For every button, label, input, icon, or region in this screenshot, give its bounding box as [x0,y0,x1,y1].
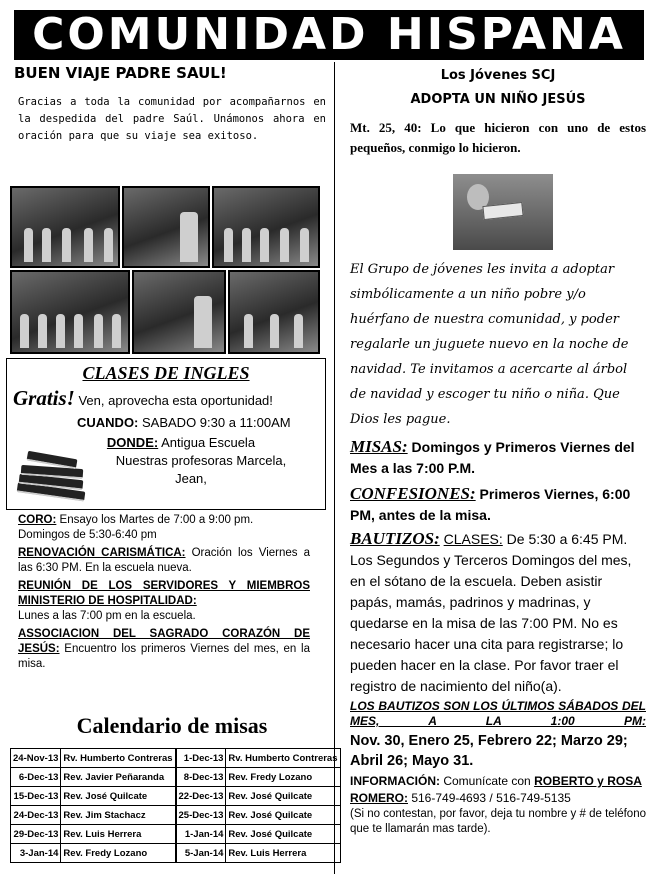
youth-heading [350,64,646,112]
calendar-priest: Rev. José Quilcate [226,825,340,844]
calendar-date: 6-Dec-13 [11,768,61,787]
calendar-priest: Rev. Fredy Lozano [61,844,175,863]
english-classes-box [6,358,326,510]
coro-text-2: Domingos de 5:30-6:40 pm [18,529,157,541]
contact-phones: 516-749-4693 / 516-749-5135 [408,791,571,805]
misas-label: MISAS: [350,437,408,456]
jovenes-title: Los Jóvenes SCJ [440,68,556,83]
farewell-photo-collage [10,186,320,356]
clases-label: CLASES: [443,531,503,547]
calendar-date: 1-Jan-14 [176,825,226,844]
renovacion-text: Oración los Viernes a las 6:30 PM. En la escuela nueva. [18,547,310,574]
coro-text: Ensayo los Martes de 7:00 a 9:00 pm. [56,514,254,526]
child-photo [453,174,553,250]
jean-text: Jean, [175,471,207,486]
calendar-row [11,768,341,787]
calendar-priest: Rev. Javier Peñaranda [61,768,175,787]
ministries-info [18,513,310,675]
calendar-row [11,806,341,825]
calendar-date: 25-Dec-13 [176,806,226,825]
cuando-value: SABADO 9:30 a 11:00AM [138,415,291,430]
left-column [14,62,330,145]
calendar-date: 8-Dec-13 [176,768,226,787]
photo-group-standing [212,186,320,268]
calendar-priest: Rev. Fredy Lozano [226,768,340,787]
parish-schedule [350,436,646,837]
photo-musicians [228,270,320,354]
calendar-priest: Rev. Luis Herrera [226,844,340,863]
english-classes-title: CLASES DE INGLES [82,363,250,383]
photo-group-hall [10,270,130,354]
gratis-line [13,386,325,411]
contact-names: ROBERTO y ROSA ROMERO: [350,774,642,805]
calendar-date: 22-Dec-13 [176,787,226,806]
calendar-priest: Rv. Humberto Contreras [61,749,175,768]
bautizos-ultimos: LOS BAUTIZOS SON LOS ÚLTIMOS SÁBADOS DEL MES, A LA 1:00 PM: [350,699,646,728]
confesiones-text: Primeros Viernes, 6:00 PM, antes de la misa. [350,486,631,523]
cuando-label: CUANDO: [77,415,139,430]
calendar-priest: Rv. Humberto Contreras [226,749,340,768]
calendar-row [11,844,341,863]
photo-cake-cutting [122,186,210,268]
gratis-text: Ven, aprovecha esta oportunidad! [74,393,273,408]
misas-text: Domingos y Primeros Viernes del Mes a las 7:00 P.M. [350,439,635,476]
calendar-priest: Rev. José Quilcate [226,806,340,825]
calendar-date: 1-Dec-13 [176,749,226,768]
mass-calendar-table [10,748,341,863]
photo-group-guitar [10,186,120,268]
calendar-priest: Rev. José Quilcate [61,787,175,806]
calendar-date: 29-Dec-13 [11,825,61,844]
calendar-date: 15-Dec-13 [11,787,61,806]
banner-title: COMUNIDAD HISPANA [14,10,644,60]
coro-label: CORO: [18,514,57,526]
calendar-priest: Rev. Jim Stachacz [61,806,175,825]
calendar-row [11,749,341,768]
gratis-label: Gratis! [13,386,75,410]
bible-verse: Mt. 25, 40: Lo que hicieron con uno de estos pequeños, conmigo lo hicieron. [350,120,646,155]
thanks-paragraph: Gracias a toda la comunidad por acompañarnos en la despedida del padre Saúl. Unámonos ahora en oración para que su viaje sea exitoso. [18,96,326,142]
calendar-date: 5-Jan-14 [176,844,226,863]
reunion-label: REUNIÓN DE LOS SERVIDORES Y MIEMBROS MINISTERIO DE HOSPITALIDAD: [18,580,310,607]
calendar-priest: Rev. Luis Herrera [61,825,175,844]
asociacion-text: Encuentro los primeros Viernes del mes, en la misa. [18,643,310,670]
renovacion-label: RENOVACIÓN CARISMÁTICA: [18,547,186,559]
calendar-date: 24-Dec-13 [11,806,61,825]
adopta-title: ADOPTA UN NIÑO JESÚS [410,92,586,107]
informacion-label: INFORMACIÓN: [350,774,440,788]
cuando-line [77,415,325,430]
calendar-date: 24-Nov-13 [11,749,61,768]
bautizo-dates: Nov. 30, Enero 25, Febrero 22; Marzo 29; Abril 26; Mayo 31. [350,733,628,769]
farewell-heading: BUEN VIAJE PADRE SAUL! [14,64,227,82]
contact-note: (Si no contestan, por favor, deja tu nombre y # de teléfono que te llamarán mas tarde). [350,808,646,835]
calendar-row [11,825,341,844]
youth-invitation: El Grupo de jóvenes les invita a adoptar simbólicamente a un niño pobre y/o huérfano de nuestra comunidad, y poder regalarle un juguete nuevo en la noche de navidad. Te invitamos a acercarte al árbol de navidad y escoger tu niño o niña. Que Dios les pague. [350,262,629,427]
confesiones-label: CONFESIONES: [350,484,476,503]
books-icon [13,449,87,501]
reunion-text: Lunes a las 7:00 pm en la escuela. [18,610,196,622]
informacion-text: Comunícate con [440,774,535,788]
calendar-row [11,787,341,806]
calendar-title: Calendario de misas [76,713,268,738]
calendar-priest: Rev. José Quilcate [226,787,340,806]
bautizos-label: BAUTIZOS: [350,529,440,548]
calendar-date: 3-Jan-14 [11,844,61,863]
donde-label: DONDE: [106,435,159,450]
profesoras-text: Nuestras profesoras Marcela, [115,453,287,468]
donde-value: Antigua Escuela [158,435,256,450]
bautizos-text: De 5:30 a 6:45 PM. Los Segundos y Terceros Domingos del mes, en el sótano de la escuela. Deben asistir papás, mamás, padrinos y madrinas, y quedarse en la misa de las 7:00 PM. No es necesario hacer una cita para registrarse; lo pueden hacer en la clase. Por favor traer el registro de nacimiento del niño(a). [350,531,632,694]
right-column [350,62,646,835]
asociacion-label: ASSOCIACION DEL SAGRADO CORAZÓN DE JESÚS: [18,628,310,655]
photo-cake-table [132,270,226,354]
